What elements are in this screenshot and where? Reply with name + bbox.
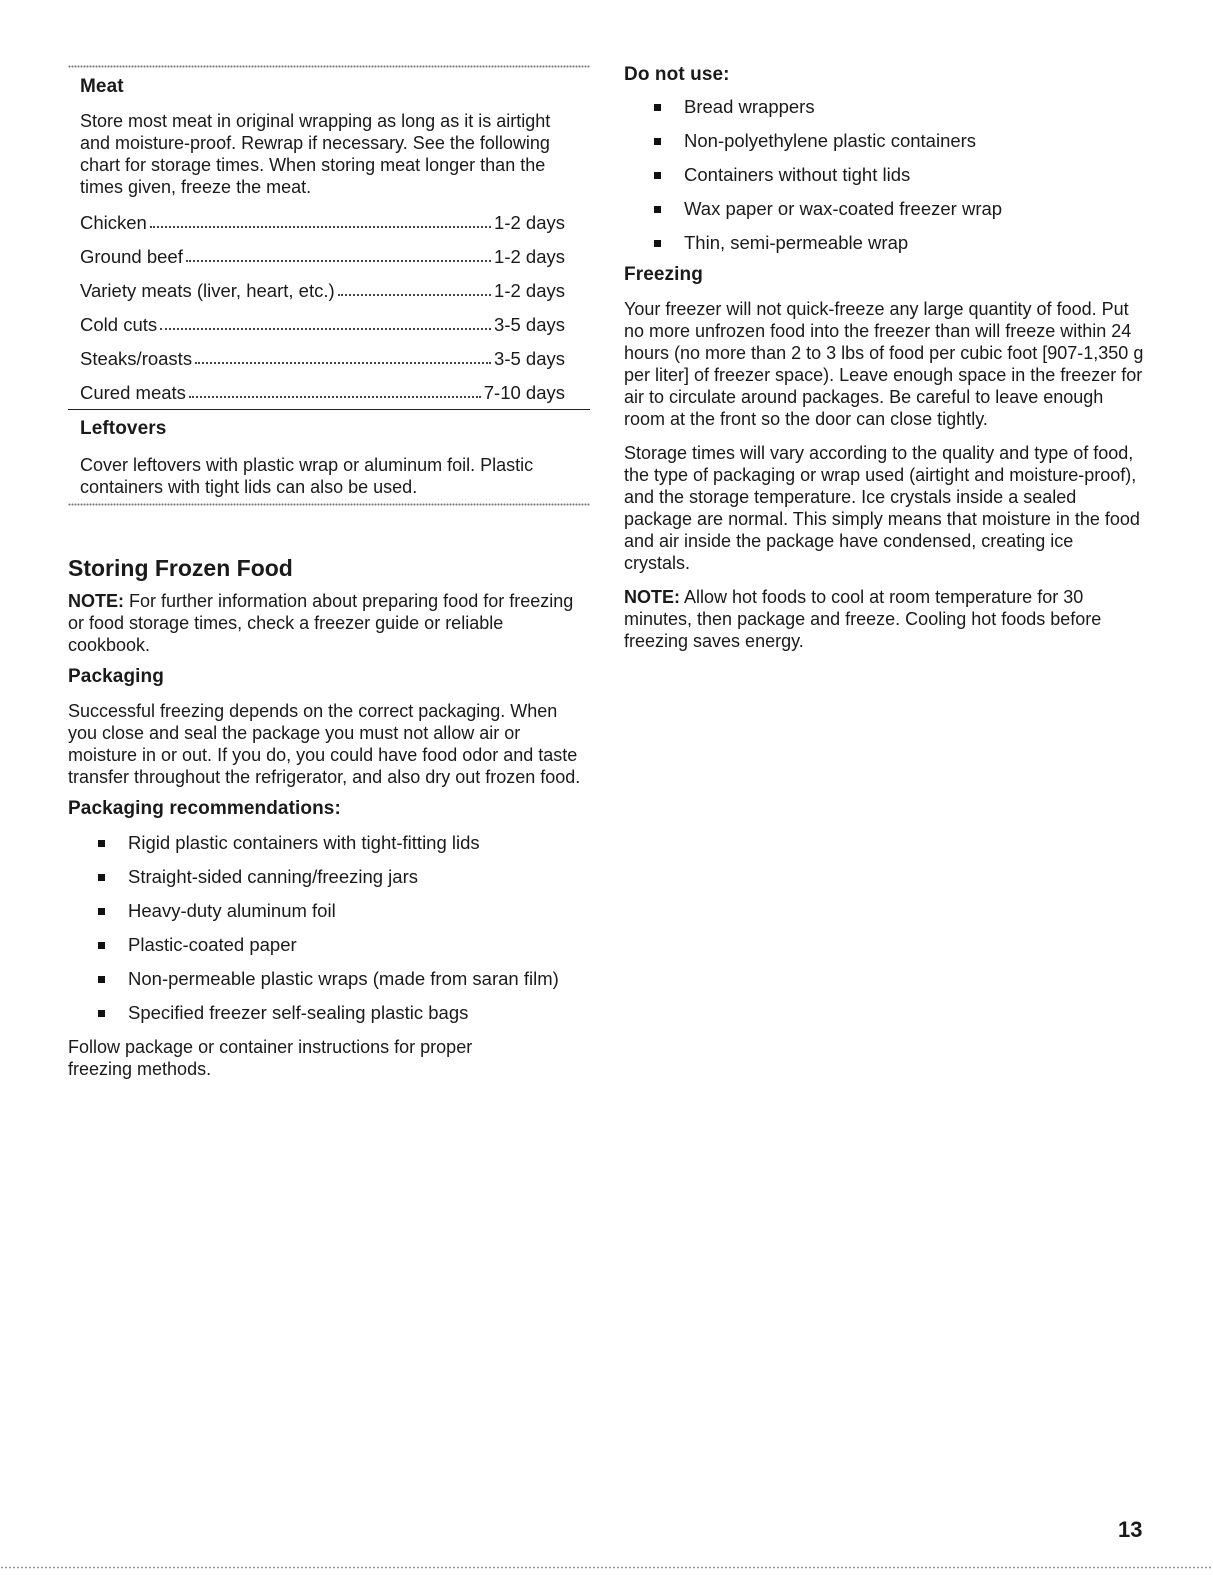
leftovers-heading: Leftovers [80,418,167,439]
table-row [80,370,565,404]
packaging-text: Successful freezing depends on the correct packaging. When you close and seal the package you must not allow air or moisture in or out. If you do, you could have food odor and taste transfer throughout the refrigerator, and also dry out frozen food. [68,701,581,787]
recommendations-list [68,832,590,1024]
do-not-use-heading: Do not use: [624,64,730,85]
bullet-icon [98,874,105,881]
bullet-icon [654,138,661,145]
bullet-icon [98,976,105,983]
page-bottom-rule [0,1566,1213,1569]
list-item: Wax paper or wax-coated freezer wrap [624,198,1144,220]
list-item: Thin, semi-permeable wrap [624,232,1144,254]
table-row [80,302,565,336]
row-item: Ground beef [80,246,183,267]
freezing-paragraph-2: Storage times will vary according to the quality and type of food, the type of packaging or wrap used (airtight and moisture-proof), and the storage temperature. Ice crystals inside a sealed package are normal. This simply means that moisture in the food and air inside the package have condensed, creating ice crystals. [624,443,1140,573]
note-text: For further information about preparing food for freezing or food storage times, check a freezer guide or reliable cookbook. [68,591,574,655]
row-time: 3-5 days [494,348,565,369]
table-row [80,268,565,302]
table-row [80,234,565,268]
row-time: 3-5 days [494,314,565,335]
table-row [80,200,565,234]
list-item: Non-permeable plastic wraps (made from saran film) [68,968,590,990]
bullet-icon [654,206,661,213]
bottom-dotted-rule [68,503,590,507]
do-not-use-list [624,96,1144,254]
bullet-icon [654,104,661,111]
list-item: Containers without tight lids [624,164,1144,186]
bullet-icon [654,172,661,179]
note-label: NOTE: [624,587,680,607]
bullet-icon [98,908,105,915]
row-item: Cured meats [80,382,186,403]
page-number: 13 [1118,1517,1143,1542]
meat-storage-table [80,200,565,404]
leftovers-text: Cover leftovers with plastic wrap or aluminum foil. Plastic containers with tight lids can also be used. [80,455,534,497]
storing-section [68,555,590,1080]
list-item: Bread wrappers [624,96,1144,118]
freezing-heading: Freezing [624,264,703,285]
row-item: Cold cuts [80,314,158,335]
row-time: 1-2 days [494,246,565,267]
top-dotted-rule [68,65,590,69]
recommendations-heading: Packaging recommendations: [68,798,341,819]
storing-note [68,590,590,656]
follow-text: Follow package or container instructions for proper freezing methods. [68,1037,473,1079]
freezing-paragraph-1: Your freezer will not quick-freeze any large quantity of food. Put no more unfrozen food into the freezer than will freeze within 24 hours (no more than 2 to 3 lbs of food per cubic foot [907-1,350 g per liter] of freezer space). Leave enough space in the freezer for air to circulate around packages. Be careful to leave enough room at the front so the door can close tightly. [624,299,1144,429]
leftovers-section [80,418,585,498]
row-item: Steaks/roasts [80,348,193,369]
row-time: 1-2 days [494,280,565,301]
bullet-icon [654,240,661,247]
bullet-icon [98,942,105,949]
table-row [80,336,565,370]
list-item: Straight-sided canning/freezing jars [68,866,590,888]
section-title: Storing Frozen Food [68,555,293,581]
meat-intro: Store most meat in original wrapping as long as it is airtight and moisture-proof. Rewrap if necessary. See the following chart for storage times. When storing meat longer than the times given, freeze the meat. [80,111,551,197]
bullet-icon [98,840,105,847]
row-time: 7-10 days [483,382,565,403]
note-label: NOTE: [68,591,124,611]
list-item: Non-polyethylene plastic containers [624,130,1144,152]
list-item: Rigid plastic containers with tight-fitting lids [68,832,590,854]
row-item: Chicken [80,212,147,233]
list-item: Heavy-duty aluminum foil [68,900,590,922]
row-item: Variety meats (liver, heart, etc.) [80,280,335,301]
meat-heading: Meat [80,76,124,97]
meat-section [80,76,585,198]
right-column [624,64,1144,652]
freezing-note [624,586,1144,652]
packaging-heading: Packaging [68,666,164,687]
row-time: 1-2 days [494,212,565,233]
list-item: Specified freezer self-sealing plastic bags [68,1002,590,1024]
list-item: Plastic-coated paper [68,934,590,956]
note-text: Allow hot foods to cool at room temperature for 30 minutes, then package and freeze. Cooling hot foods before freezing saves energy. [624,587,1102,651]
bullet-icon [98,1010,105,1017]
meat-leftovers-divider [68,409,590,410]
